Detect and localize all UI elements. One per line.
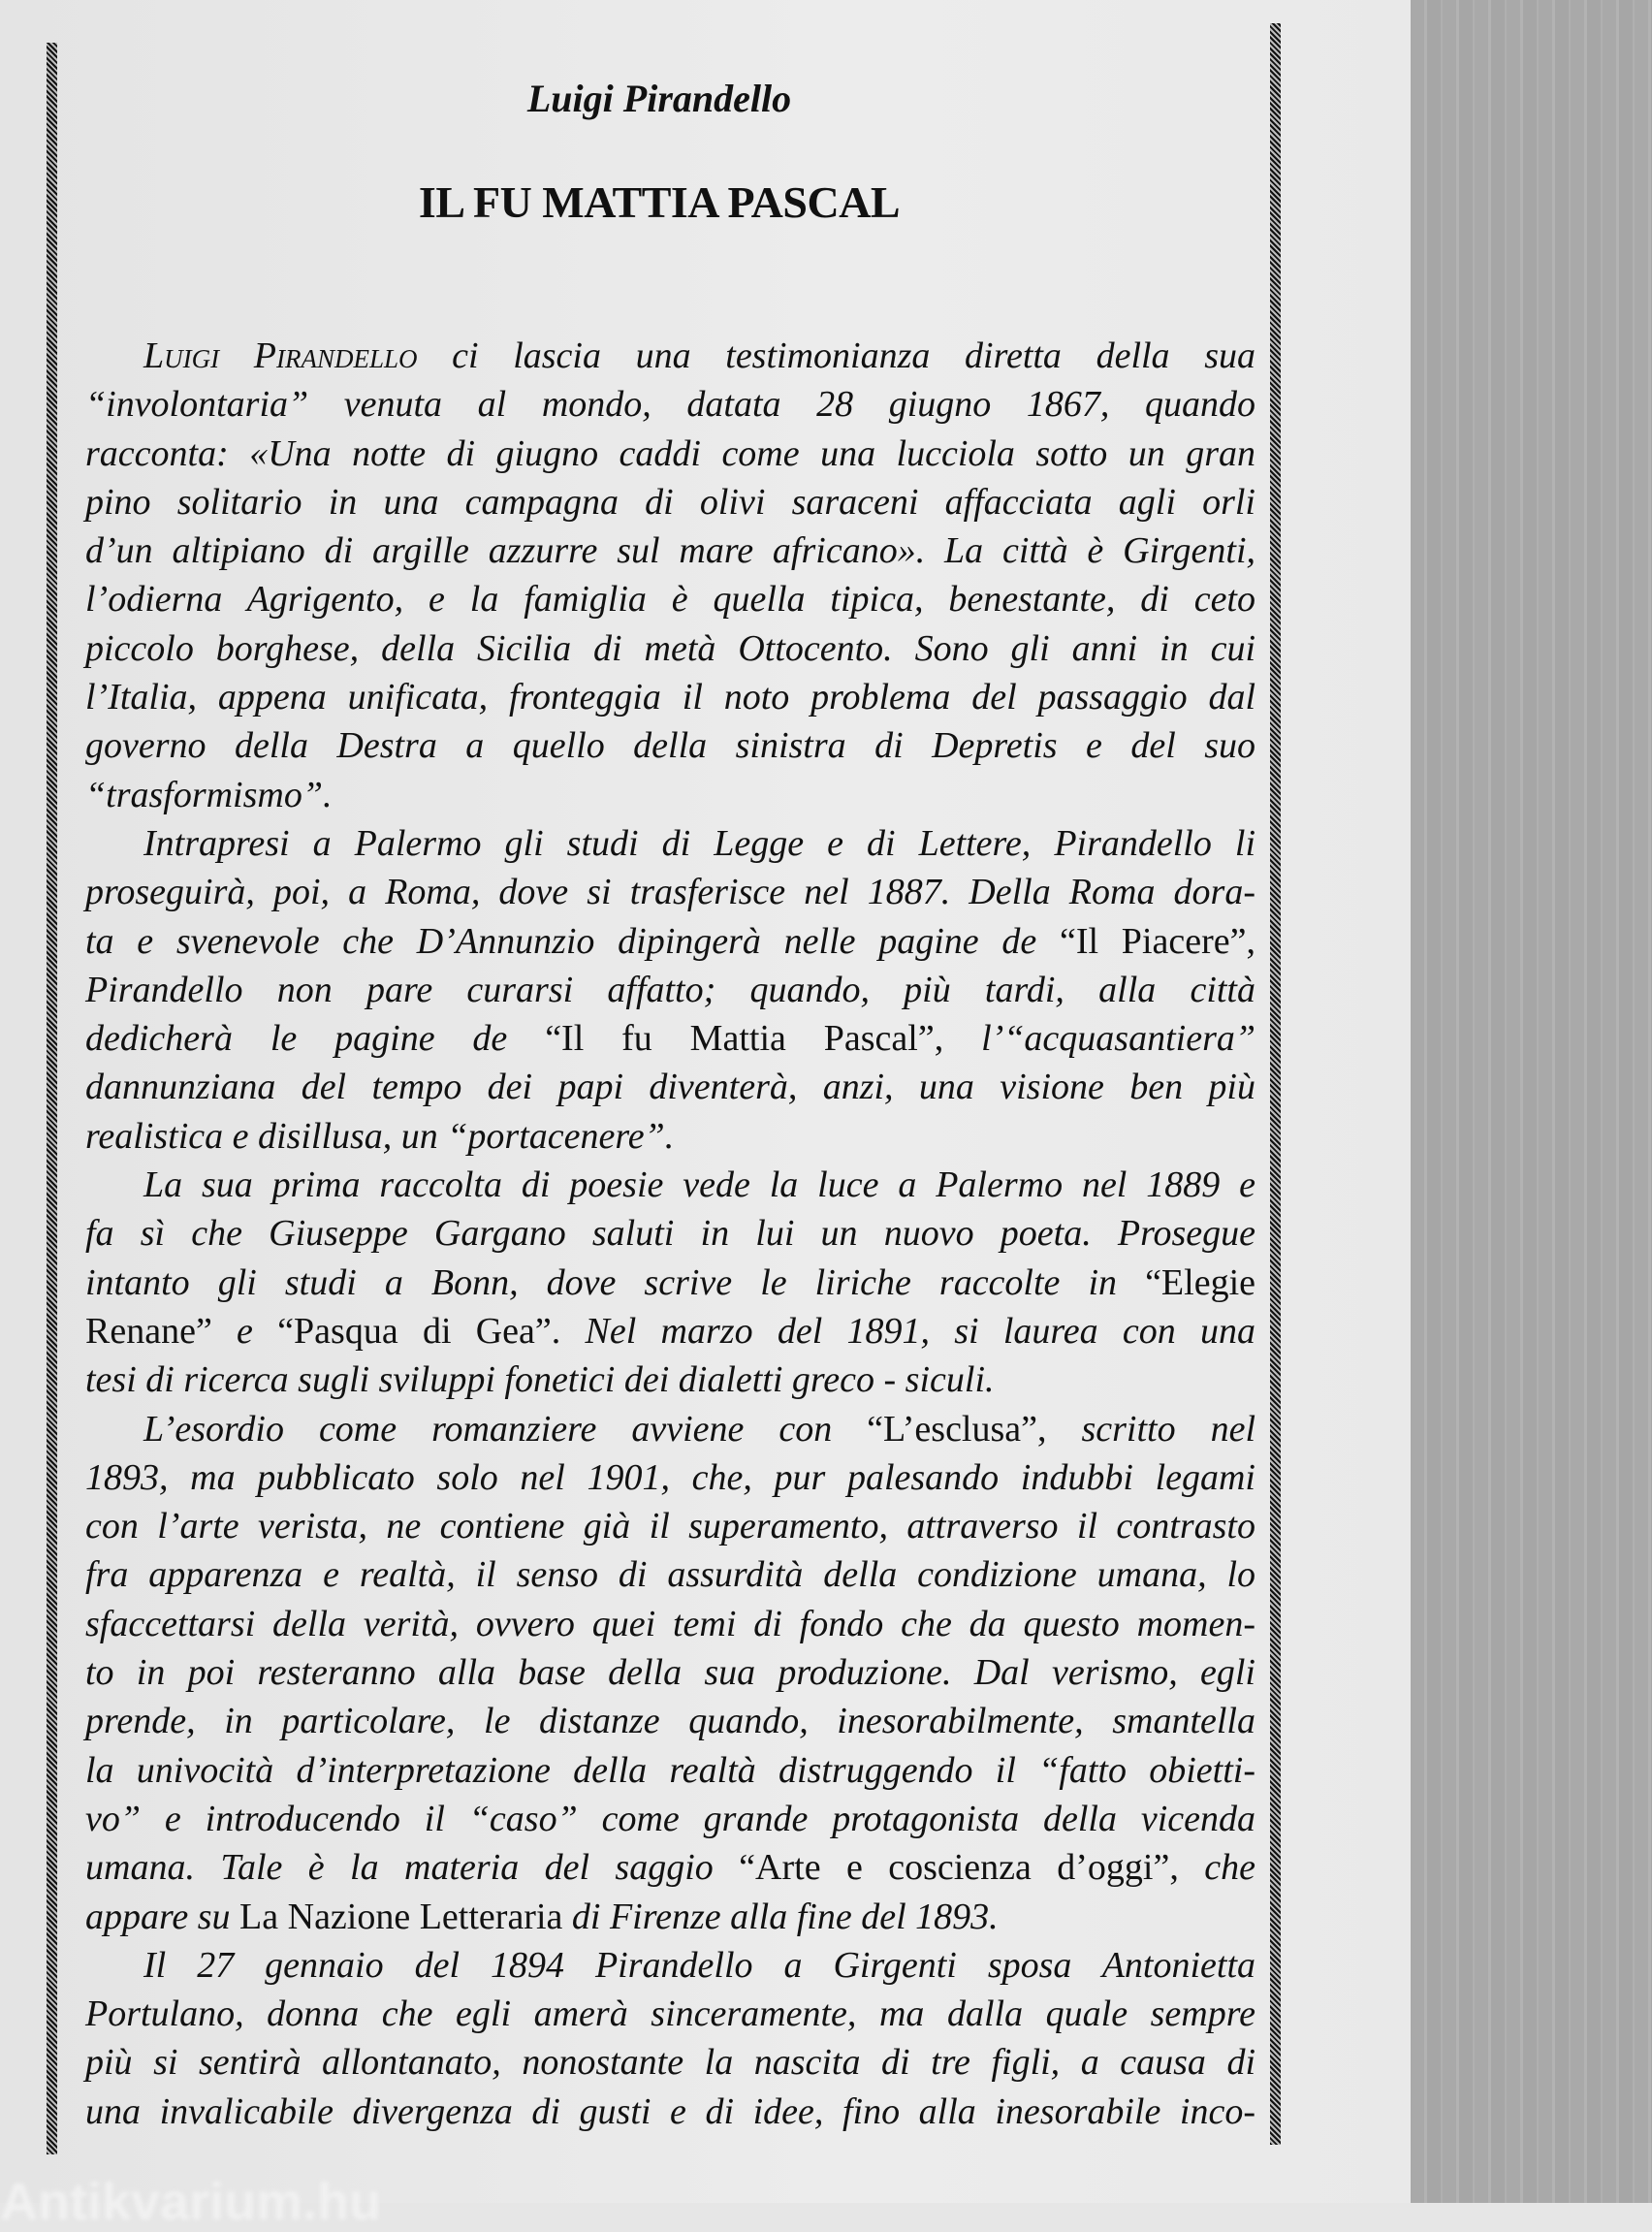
- watermark: Antikvarium.hu: [0, 2173, 382, 2231]
- text-line: [85, 1063, 1255, 1111]
- text-line: [85, 624, 1255, 673]
- text-line: [85, 1600, 1255, 1648]
- roman-text-segment: “Pasqua di Gea”.: [277, 1310, 561, 1352]
- text-line: [85, 478, 1255, 526]
- text-segment: più si sentirà allontanato, nonostante la nascita di tre figli, a causa di: [85, 2042, 1255, 2084]
- text-segment: realistica e disillusa, un “portacenere”.: [85, 1115, 675, 1157]
- text-line: [85, 1990, 1255, 2038]
- text-line: [85, 575, 1255, 623]
- text-segment: “involontaria” venuta al mondo, datata 28 giugno 1867, quando: [85, 384, 1255, 426]
- text-segment: fra apparenza e realtà, il senso di assurdità della condizione umana, lo: [85, 1554, 1255, 1596]
- text-line: [85, 1161, 1255, 1209]
- roman-text-segment: “Il fu Mattia Pascal”,: [545, 1018, 944, 1060]
- text-line: [85, 1746, 1255, 1795]
- text-segment: tesi di ricerca sugli sviluppi fonetici dei dialetti greco - siculi.: [85, 1359, 995, 1401]
- text-segment: prende, in particolare, le distanze quando, inesorabilmente, smantella: [85, 1701, 1255, 1742]
- text-line: [85, 430, 1255, 478]
- text-segment: governo della Destra a quello della sinistra di Depretis e del suo: [85, 725, 1255, 767]
- author-name: Luigi Pirandello: [526, 77, 792, 120]
- text-segment: Il 27 gennaio del 1894 Pirandello a Girgenti sposa Antonietta: [143, 1944, 1255, 1986]
- text-segment: e: [211, 1310, 278, 1352]
- text-line: [85, 917, 1255, 966]
- text-line: [85, 526, 1255, 575]
- text-segment: ta e svenevole che D’Annunzio dipingerà nelle pagine de: [85, 920, 1060, 962]
- text-segment: La sua prima raccolta di poesie vede la luce a Palermo nel 1889 e: [143, 1164, 1255, 1206]
- book-title: IL FU MATTIA PASCAL: [418, 177, 901, 227]
- text-segment: con l’arte verista, ne contiene già il superamento, attraverso il contrasto: [85, 1506, 1255, 1547]
- text-segment: d’un altipiano di argille azzurre sul mare africano». La città è Girgenti,: [85, 530, 1255, 572]
- text-segment: dedicherà le pagine de: [85, 1018, 546, 1060]
- small-caps-segment: Luigi Pirandello: [143, 335, 418, 376]
- text-line: [85, 1405, 1255, 1453]
- text-line: [85, 721, 1255, 770]
- text-segment: ci lascia una testimonianza diretta della sua: [417, 335, 1255, 376]
- text-line: [85, 868, 1255, 916]
- text-segment: dannunziana del tempo dei papi diventerà, anzi, una visione ben più: [85, 1067, 1255, 1108]
- text-line: [85, 819, 1255, 868]
- text-line: [85, 1550, 1255, 1599]
- text-line: [85, 1453, 1255, 1502]
- text-line: [85, 1355, 1255, 1404]
- text-segment: umana. Tale è la materia del saggio: [85, 1847, 740, 1889]
- body-text: [85, 332, 1255, 2136]
- text-segment: pino solitario in una campagna di olivi saraceni affacciata agli orli: [85, 481, 1255, 523]
- text-segment: una invalicabile divergenza di gusti e di idee, fino alla inesorabile inco-: [85, 2090, 1255, 2132]
- roman-text-segment: La Nazione Letteraria: [239, 1896, 563, 1937]
- text-line: [85, 1795, 1255, 1843]
- text-segment: to in poi resteranno alla base della sua produzione. Dal verismo, egli: [85, 1652, 1255, 1694]
- text-line: [85, 771, 1255, 819]
- text-segment: Pirandello non pare curarsi affatto; quando, più tardi, alla città: [85, 969, 1255, 1010]
- text-segment: l’Italia, appena unificata, fronteggia il noto problema del passaggio dal: [85, 677, 1255, 718]
- text-line: [85, 1307, 1255, 1355]
- roman-text-segment: “Arte e coscienza d’oggi”,: [739, 1847, 1179, 1889]
- text-segment: la univocità d’interpretazione della realtà distruggendo il “fatto obietti-: [85, 1749, 1255, 1791]
- text-segment: appare su: [85, 1896, 240, 1937]
- roman-text-segment: “L’esclusa”,: [867, 1408, 1047, 1450]
- text-segment: che: [1178, 1847, 1256, 1889]
- text-line: [85, 1941, 1255, 1990]
- text-line: [85, 1893, 1255, 1941]
- text-line: [85, 1843, 1255, 1892]
- text-line: [85, 1014, 1255, 1063]
- text-line: [85, 1648, 1255, 1697]
- text-line: [85, 2088, 1255, 2136]
- text-segment: piccolo borghese, della Sicilia di metà Ottocento. Sono gli anni in cui: [85, 627, 1255, 669]
- text-segment: “trasformismo”.: [85, 774, 333, 815]
- text-line: [85, 1259, 1255, 1307]
- text-segment: Intrapresi a Palermo gli studi di Legge e di Lettere, Pirandello li: [143, 822, 1255, 864]
- text-line: [85, 1502, 1255, 1550]
- text-line: [85, 2038, 1255, 2087]
- text-line: [85, 966, 1255, 1014]
- text-segment: scritto nel: [1046, 1408, 1255, 1450]
- text-segment: sfaccettarsi della verità, ovvero quei temi di fondo che da questo momen-: [85, 1603, 1255, 1644]
- text-segment: l’“acquasantiera”: [943, 1018, 1255, 1060]
- text-line: [85, 1697, 1255, 1745]
- roman-text-segment: “Il Piacere”,: [1060, 920, 1255, 962]
- text-line: [85, 380, 1255, 429]
- text-segment: Nel marzo del 1891, si laurea con una: [560, 1310, 1255, 1352]
- text-segment: vo” e introducendo il “caso” come grande protagonista della vicenda: [85, 1798, 1255, 1839]
- text-segment: racconta: «Una notte di giugno caddi come una lucciola sotto un gran: [85, 432, 1255, 474]
- text-line: [85, 1112, 1255, 1161]
- text-segment: l’odierna Agrigento, e la famiglia è quella tipica, benestante, di ceto: [85, 579, 1255, 621]
- text-segment: L’esordio come romanziere avviene con: [143, 1408, 868, 1450]
- roman-text-segment: Renane”: [85, 1310, 212, 1352]
- text-segment: di Firenze alla fine del 1893.: [562, 1896, 999, 1937]
- background-surface: [1411, 0, 1652, 2203]
- right-decorative-border: [1270, 23, 1281, 2145]
- text-segment: 1893, ma pubblicato solo nel 1901, che, pur palesando indubbi legami: [85, 1456, 1255, 1498]
- text-line: [85, 673, 1255, 721]
- text-line: [85, 332, 1255, 380]
- text-segment: fa sì che Giuseppe Gargano saluti in lui un nuovo poeta. Prosegue: [85, 1213, 1255, 1255]
- text-segment: proseguirà, poi, a Roma, dove si trasferisce nel 1887. Della Roma dora-: [85, 872, 1255, 913]
- text-line: [85, 1209, 1255, 1258]
- left-decorative-border: [47, 43, 57, 2154]
- roman-text-segment: “Elegie: [1145, 1261, 1255, 1303]
- text-segment: Portulano, donna che egli amerà sinceramente, ma dalla quale sempre: [85, 1993, 1255, 2035]
- text-segment: intanto gli studi a Bonn, dove scrive le liriche raccolte in: [85, 1261, 1146, 1303]
